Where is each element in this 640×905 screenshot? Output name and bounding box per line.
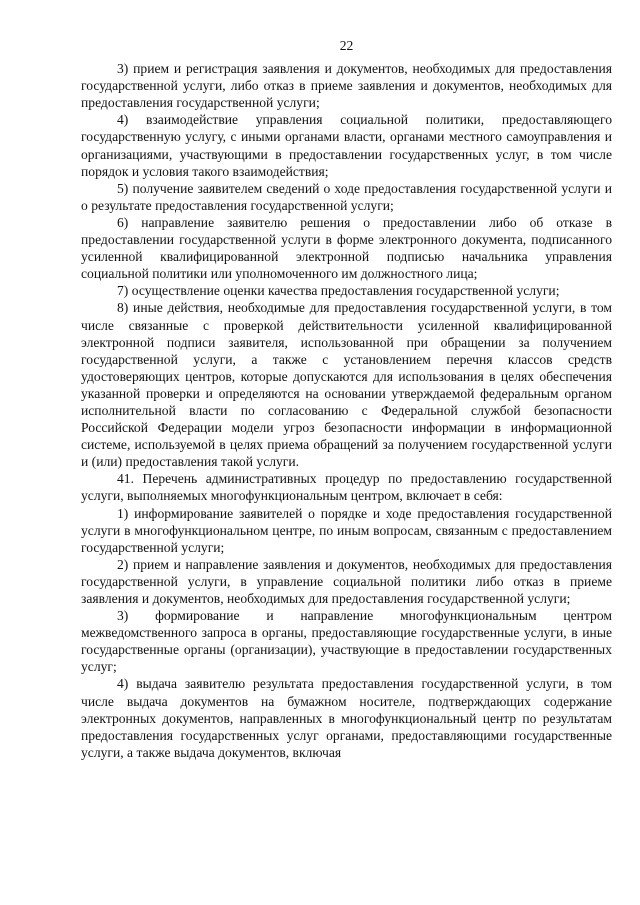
paragraph-item-5: 5) получение заявителем сведений о ходе предоставления государственной услуги и о результате предоставления государственной услуги; [81, 180, 612, 213]
paragraph-item-6: 6) направление заявителю решения о предоставлении либо об отказе в предоставлении государственной услуги в форме электронного документа, подписанного усиленной квалифицированной электронной подписью начальника управления социальной политики или уполномоченного им должностного лица; [81, 214, 612, 282]
paragraph-mfc-item-2: 2) прием и направление заявления и документов, необходимых для предоставления государственной услуги, в управление социальной политики либо отказ в приеме заявления и документов, необходимых для предоставления государственной услуги; [81, 556, 612, 606]
paragraph-mfc-item-4: 4) выдача заявителю результата предоставления государственной услуги, в том числе выдача документов на бумажном носителе, подтверждающих содержание электронных документов, направленных в многофункциональный центр по результатам предоставления государственных услуг органами, предоставляющими государственные услуги, а также выдача документов, включая [81, 676, 612, 760]
paragraph-item-3: 3) прием и регистрация заявления и документов, необходимых для предоставления государственной услуги, либо отказ в приеме заявления и документов, необходимых для предоставления государственной услуги; [81, 61, 612, 111]
document-page [81, 37, 612, 761]
paragraph-item-8: 8) иные действия, необходимые для предоставления государственной услуги, в том числе связанные с проверкой действительности усиленной квалифицированной электронной подписи заявителя, использованной при обращении за получением государственной услуги, а также с установлением перечня классов средств удостоверяющих центров, которые допускаются для использования в целях обеспечения указанной проверки и определяются на основании утверждаемой федеральным органом исполнительной власти по согласованию с Федеральной службой безопасности Российской Федерации модели угроз безопасности информации в информационной системе, используемой в целях приема обращений за получением государственной услуги и (или) предоставления такой услуги. [81, 300, 612, 470]
paragraph-mfc-item-1: 1) информирование заявителей о порядке и ходе предоставления государственной услуги в многофункциональном центре, по иным вопросам, связанным с предоставлением государственной услуги; [81, 505, 612, 555]
paragraph-item-7: 7) осуществление оценки качества предоставления государственной услуги; [117, 283, 560, 299]
page-number: 22 [339, 38, 354, 53]
paragraph-section-41: 41. Перечень административных процедур по предоставлению государственной услуги, выполняемых многофункциональным центром, включает в себя: [81, 471, 612, 504]
paragraph-mfc-item-3: 3) формирование и направление многофункциональным центром межведомственного запроса в органы, предоставляющие государственные услуги, в иные государственные органы (организации), участвующие в предоставлении государственных услуг; [81, 608, 612, 675]
paragraph-item-4: 4) взаимодействие управления социальной политики, предоставляющего государственную услугу, с иными органами власти, органами местного самоуправления и организациями, участвующими в предоставлении государственных услуг, в том числе порядок и условия такого взаимодействия; [81, 112, 612, 179]
